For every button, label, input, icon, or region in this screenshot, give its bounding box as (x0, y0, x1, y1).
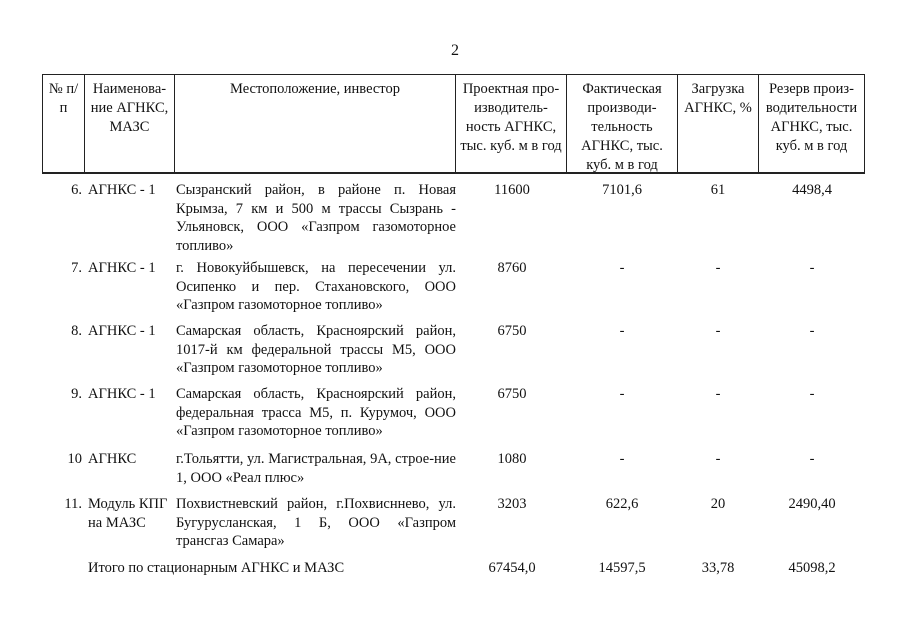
total-label: Итого по стационарным АГНКС и МАЗС (88, 560, 345, 576)
row-load: - (715, 323, 721, 339)
header-load: Загрузка АГНКС, % (677, 74, 759, 173)
row-reserve: - (809, 451, 815, 467)
row-location: Самарская область, Красноярский район, федеральная трасса М5, п. Курумоч, ООО «Газпром газомоторное топливо» (176, 386, 456, 439)
row-name: АГНКС - 1 (88, 182, 156, 198)
row-load: - (715, 260, 721, 276)
row-projected: 6750 (497, 386, 527, 402)
row-location: Сызранский район, в районе п. Новая Крымза, 7 км и 500 м трассы Сызрань - Ульяновск, ООО «Газпром газомоторное топливо» (176, 182, 456, 254)
row-num: 7. (71, 260, 82, 276)
header-name: Наименова-ние АГНКС, МАЗС (84, 74, 175, 173)
total-load: 33,78 (701, 560, 735, 576)
row-load: - (715, 386, 721, 402)
row-name: АГНКС - 1 (88, 323, 156, 339)
row-projected: 11600 (494, 182, 530, 198)
row-name: АГНКС (88, 451, 137, 467)
row-reserve: - (809, 260, 815, 276)
row-num: 11. (64, 496, 82, 512)
row-reserve: - (809, 386, 815, 402)
row-reserve: 4498,4 (792, 182, 832, 198)
row-actual: - (619, 386, 625, 402)
row-load: 61 (710, 182, 726, 198)
row-actual: 7101,6 (602, 182, 642, 198)
row-projected: 1080 (497, 451, 527, 467)
header-projected: Проектная про-изводитель-ность АГНКС, тыс. куб. м в год (455, 74, 567, 173)
total-reserve: 45098,2 (788, 560, 836, 576)
row-actual: - (619, 323, 625, 339)
header-location: Местоположение, инвестор (174, 74, 456, 173)
row-reserve: 2490,40 (788, 496, 836, 512)
row-projected: 3203 (497, 496, 527, 512)
row-load: - (715, 451, 721, 467)
header-num: № п/п (42, 74, 85, 173)
row-location: Похвистневский район, г.Похвисннево, ул. Бугурусланская, 1 Б, ООО «Газпром трансгаз Самара» (176, 496, 456, 549)
row-actual: 622,6 (605, 496, 639, 512)
row-actual: - (619, 451, 625, 467)
row-location: Самарская область, Красноярский район, 1017-й км федеральной трассы М5, ООО «Газпром газомоторное топливо» (176, 323, 456, 376)
row-reserve: - (809, 323, 815, 339)
row-projected: 6750 (497, 323, 527, 339)
row-name: АГНКС - 1 (88, 260, 156, 276)
row-projected: 8760 (497, 260, 527, 276)
row-num: 10 (67, 451, 82, 467)
header-actual: Фактическая производи-тельность АГНКС, тыс. куб. м в год (566, 74, 678, 173)
row-name: АГНКС - 1 (88, 386, 156, 402)
total-projected: 67454,0 (488, 560, 536, 576)
row-actual: - (619, 260, 625, 276)
row-load: 20 (710, 496, 726, 512)
row-num: 9. (71, 386, 82, 402)
row-num: 8. (71, 323, 82, 339)
row-num: 6. (71, 182, 82, 198)
page-number: 2 (451, 42, 459, 59)
total-actual: 14597,5 (598, 560, 646, 576)
row-location: г.Тольятти, ул. Магистральная, 9А, строе-ние 1, ООО «Реал плюс» (176, 451, 456, 486)
header-reserve: Резерв произ-водительности АГНКС, тыс. куб. м в год (758, 74, 865, 173)
row-location: г. Новокуйбышевск, на пересечении ул. Осипенко и пер. Стахановского, ООО «Газпром газомоторное топливо» (176, 260, 456, 313)
row-name: Модуль КПГ на МАЗС (88, 496, 168, 531)
